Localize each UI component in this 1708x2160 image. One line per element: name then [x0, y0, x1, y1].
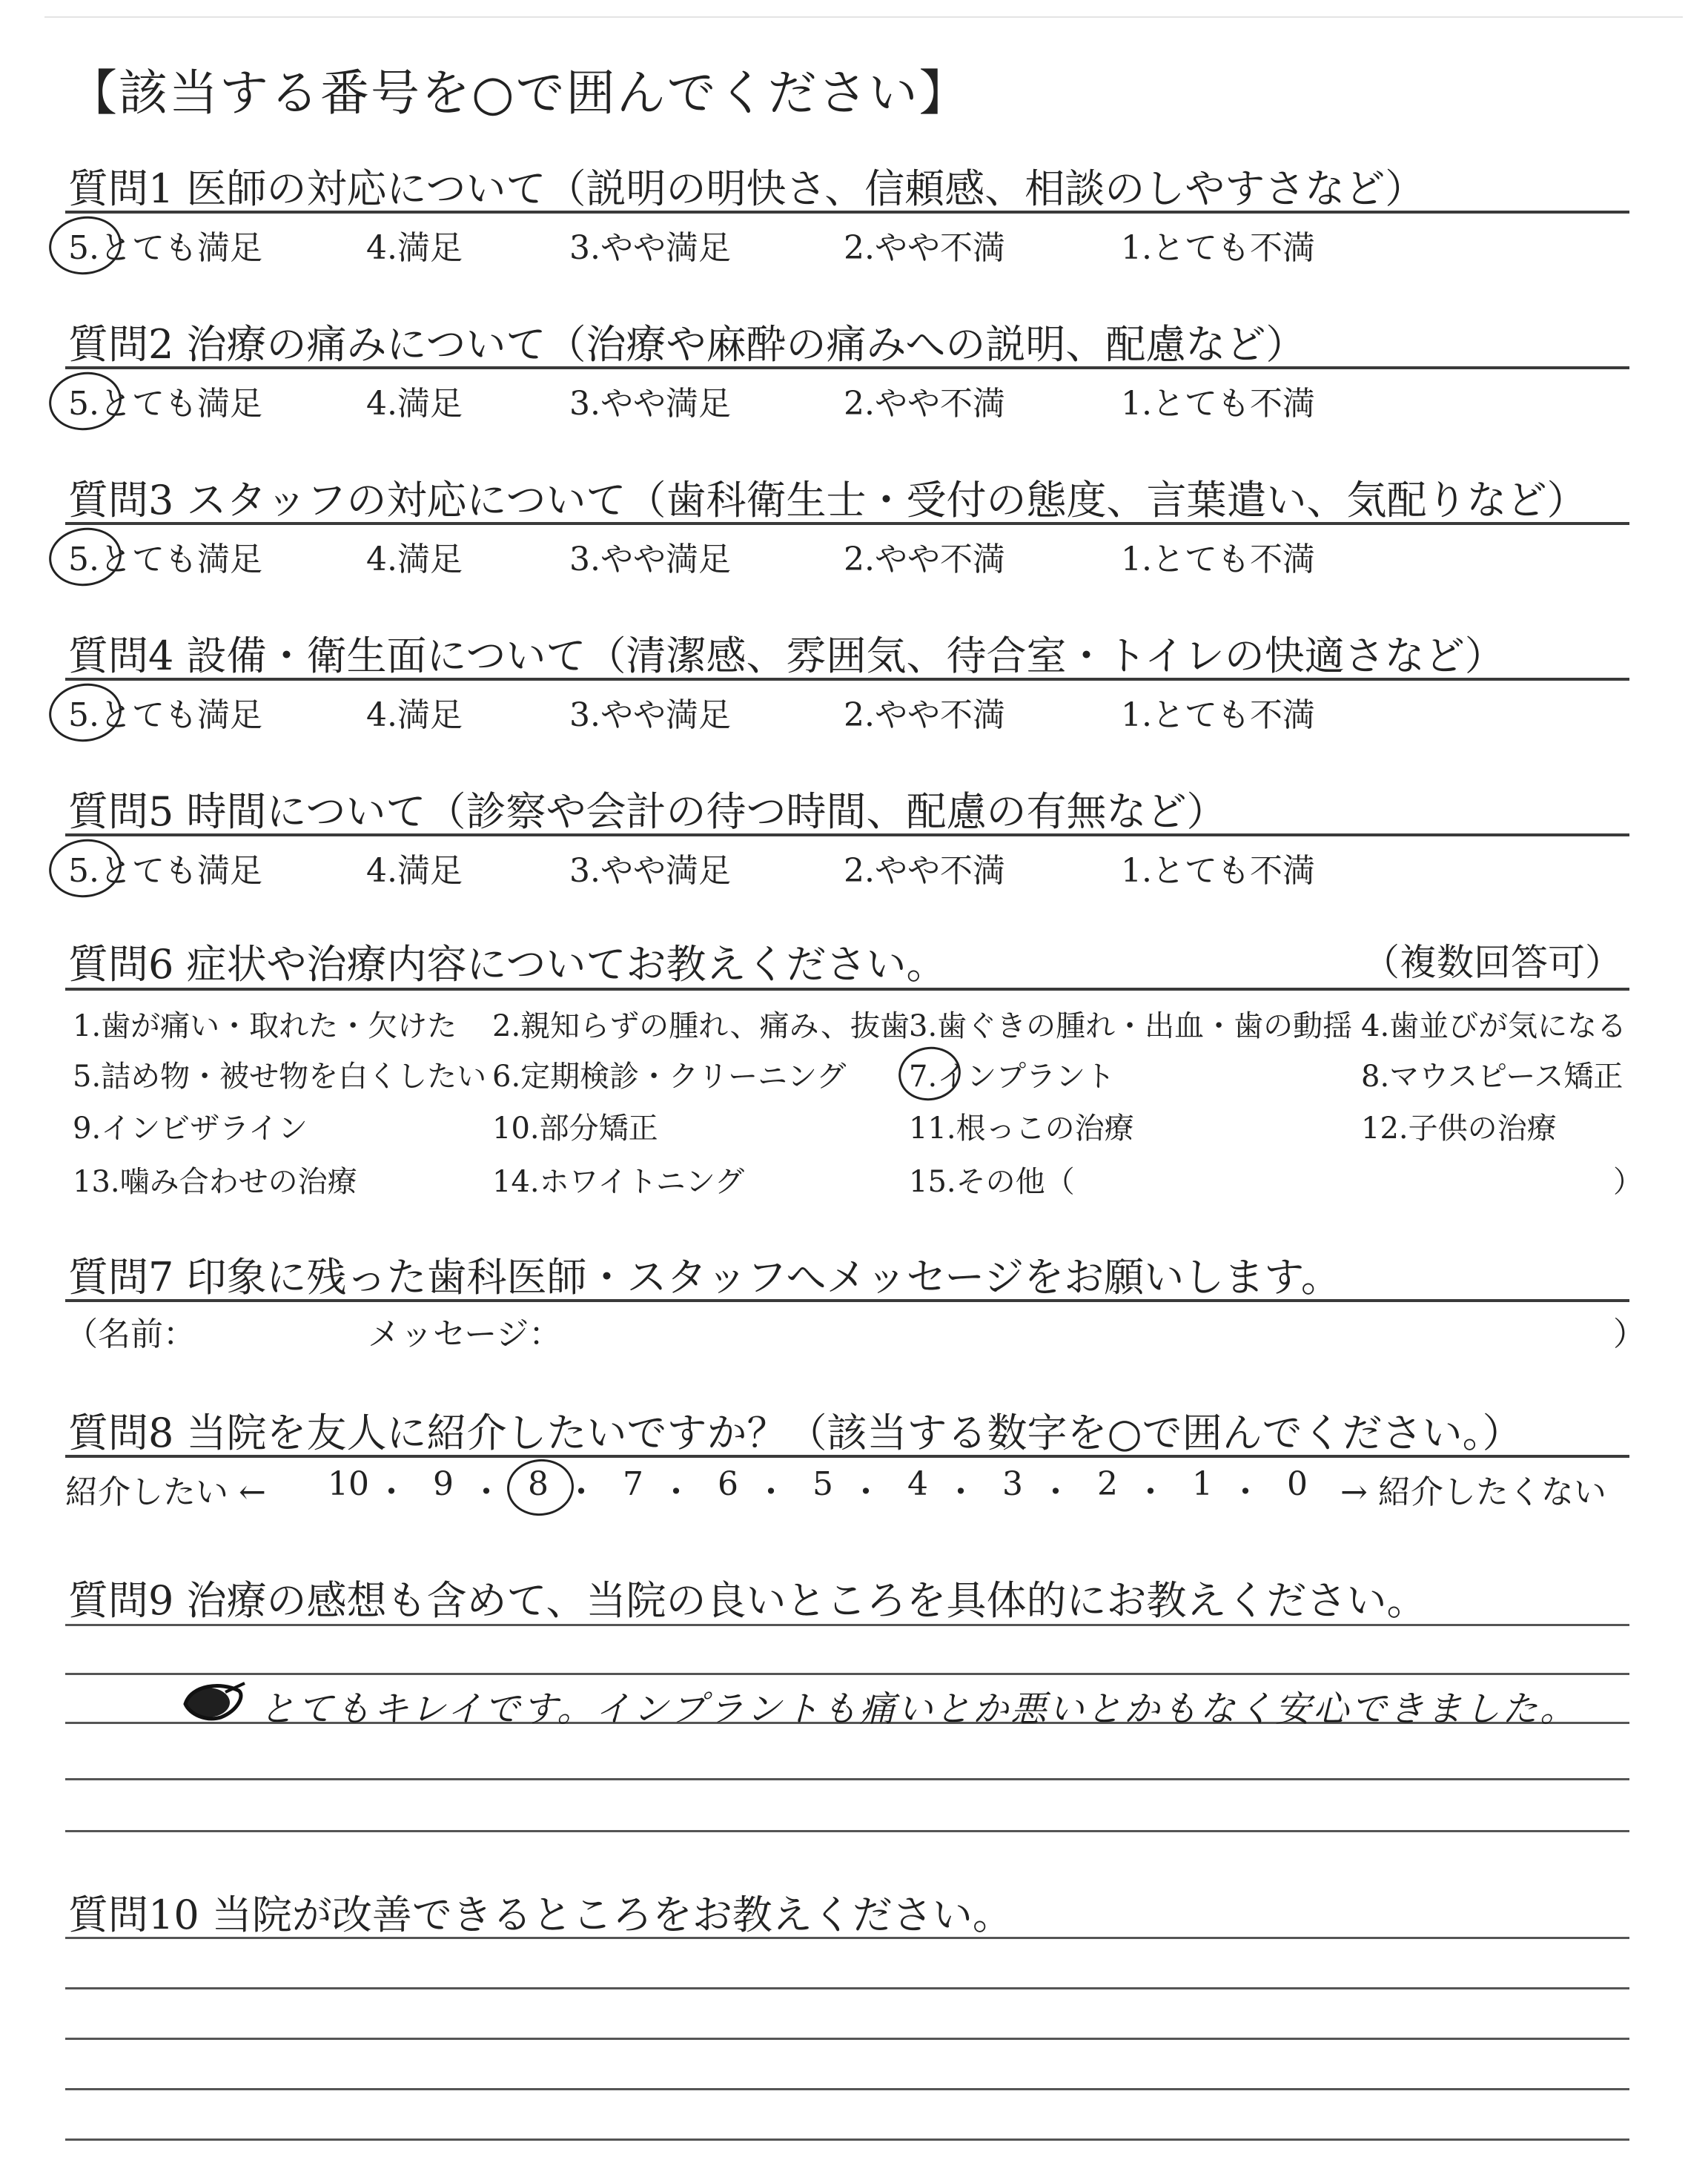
- q3-rule: [65, 522, 1629, 525]
- q6-option-12[interactable]: 12.子供の治療: [1361, 1112, 1557, 1146]
- q8-left-label: 紹介したい ←: [65, 1473, 266, 1511]
- q6-option-11[interactable]: 11.根っこの治療: [909, 1112, 1134, 1146]
- q10-line-1: [65, 1937, 1629, 1939]
- q8-scale-1[interactable]: 1: [1192, 1465, 1213, 1503]
- q6-option-2[interactable]: 2.親知らずの腫れ、痛み、抜歯: [492, 1009, 910, 1043]
- q6-option-1[interactable]: 1.歯が痛い・取れた・欠けた: [73, 1009, 457, 1043]
- q8-scale-4[interactable]: 4: [907, 1465, 928, 1503]
- q1-option-3[interactable]: 3.やや満足: [569, 229, 731, 267]
- q7-close-paren: ）: [1613, 1315, 1646, 1353]
- q4-rule: [65, 678, 1629, 681]
- q2-option-3[interactable]: 3.やや満足: [569, 385, 731, 423]
- q8-scale-separator: ・: [660, 1473, 692, 1511]
- q5-option-1[interactable]: 1.とても不満: [1121, 852, 1315, 890]
- q7-name-label: （名前：: [65, 1315, 196, 1353]
- q3-title: 質問3 スタッフの対応について（歯科衛生士・受付の態度、言葉遣い、気配りなど）: [68, 477, 1587, 524]
- q5-option-5[interactable]: 5.とても満足: [68, 852, 262, 890]
- q6-option-15[interactable]: 15.その他（: [909, 1165, 1075, 1199]
- q9-line-1: [65, 1624, 1629, 1626]
- q6-option-8[interactable]: 8.マウスピース矯正: [1361, 1060, 1623, 1094]
- q8-scale-3[interactable]: 3: [1002, 1465, 1023, 1503]
- q8-right-label: → 紹介したくない: [1340, 1473, 1606, 1511]
- q8-scale-8[interactable]: 8: [528, 1465, 549, 1503]
- q8-scale-7[interactable]: 7: [623, 1465, 643, 1503]
- q8-scale-2[interactable]: 2: [1097, 1465, 1118, 1503]
- q5-option-4[interactable]: 4.満足: [366, 852, 463, 890]
- q6-option-7[interactable]: 7.インプラント: [909, 1060, 1116, 1094]
- q2-option-5[interactable]: 5.とても満足: [68, 385, 262, 423]
- q3-option-2[interactable]: 2.やや不満: [844, 541, 1005, 578]
- q4-option-2[interactable]: 2.やや不満: [844, 696, 1005, 734]
- q10-line-5: [65, 2138, 1629, 2141]
- q7-title: 質問7 印象に残った歯科医師・スタッフへメッセージをお願いします。: [68, 1254, 1341, 1301]
- q7-message-label: メッセージ：: [368, 1315, 562, 1353]
- q6-option-4[interactable]: 4.歯並びが気になる: [1361, 1009, 1627, 1043]
- q8-scale-separator: ・: [1229, 1473, 1262, 1511]
- q2-title: 質問2 治療の痛みについて（治療や麻酔の痛みへの説明、配慮など）: [68, 321, 1306, 368]
- q9-line-2: [65, 1673, 1629, 1675]
- q3-option-4[interactable]: 4.満足: [366, 541, 463, 578]
- q1-option-5[interactable]: 5.とても満足: [68, 229, 262, 267]
- q3-option-5[interactable]: 5.とても満足: [68, 541, 262, 578]
- q8-scale-5[interactable]: 5: [812, 1465, 833, 1503]
- q5-option-3[interactable]: 3.やや満足: [569, 852, 731, 890]
- q6-option-14[interactable]: 14.ホワイトニング: [492, 1165, 745, 1199]
- q6-selection-circle: [894, 1042, 964, 1105]
- q9-line-4: [65, 1778, 1629, 1780]
- q3-option-3[interactable]: 3.やや満足: [569, 541, 731, 578]
- q8-scale-separator: ・: [850, 1473, 882, 1511]
- q2-rule: [65, 366, 1629, 369]
- q1-title: 質問1 医師の対応について（説明の明快さ、信頼感、相談のしやすさなど）: [68, 165, 1426, 212]
- q10-line-2: [65, 1987, 1629, 1989]
- q1-option-2[interactable]: 2.やや不満: [844, 229, 1005, 267]
- top-border: [44, 16, 1683, 18]
- q8-scale-separator: ・: [944, 1473, 977, 1511]
- q2-option-2[interactable]: 2.やや不満: [844, 385, 1005, 423]
- q4-option-1[interactable]: 1.とても不満: [1121, 696, 1315, 734]
- q8-scale-separator: ・: [375, 1473, 408, 1511]
- q4-option-5[interactable]: 5.とても満足: [68, 696, 262, 734]
- q6-note: （複数回答可）: [1363, 941, 1622, 984]
- q5-rule: [65, 833, 1629, 836]
- q8-rule: [65, 1455, 1629, 1458]
- q1-option-1[interactable]: 1.とても不満: [1121, 229, 1315, 267]
- q3-option-1[interactable]: 1.とても不満: [1121, 541, 1315, 578]
- q6-option-6[interactable]: 6.定期検診・クリーニング: [492, 1060, 847, 1094]
- q5-option-2[interactable]: 2.やや不満: [844, 852, 1005, 890]
- q4-option-4[interactable]: 4.満足: [366, 696, 463, 734]
- q9-answer: とてもキレイです。インプラントも痛いとか悪いとかもなく安心できました。: [259, 1688, 1578, 1730]
- q8-scale-separator: ・: [1134, 1473, 1167, 1511]
- q10-line-3: [65, 2038, 1629, 2040]
- q8-scale-0[interactable]: 0: [1287, 1465, 1308, 1503]
- q10-line-4: [65, 2088, 1629, 2090]
- q9-title: 質問9 治療の感想も含めて、当院の良いところを具体的にお教えください。: [68, 1577, 1427, 1624]
- q1-rule: [65, 211, 1629, 214]
- q5-title: 質問5 時間について（診察や会計の待つ時間、配慮の有無など）: [68, 788, 1227, 835]
- q8-title: 質問8 当院を友人に紹介したいですか？（該当する数字を○で囲んでください。）: [68, 1410, 1523, 1456]
- form-heading: 【該当する番号を○で囲んでください】: [68, 65, 970, 122]
- q6-option-5[interactable]: 5.詰め物・被せ物を白くしたい: [73, 1060, 487, 1094]
- q8-scale-separator: ・: [470, 1473, 503, 1511]
- q6-option-9[interactable]: 9.インビザライン: [73, 1112, 308, 1146]
- q9-line-5: [65, 1830, 1629, 1832]
- q8-scale-6[interactable]: 6: [718, 1465, 738, 1503]
- q6-title: 質問6 症状や治療内容についてお教えください。: [68, 941, 947, 988]
- q6-option-13[interactable]: 13.噛み合わせの治療: [73, 1165, 357, 1199]
- q6-close-paren: ）: [1613, 1165, 1643, 1199]
- q4-title: 質問4 設備・衛生面について（清潔感、雰囲気、待合室・トイレの快適さなど）: [68, 633, 1505, 679]
- q2-option-1[interactable]: 1.とても不満: [1121, 385, 1315, 423]
- q8-scale-10[interactable]: 10: [328, 1465, 369, 1503]
- q6-rule: [65, 988, 1629, 991]
- q1-option-4[interactable]: 4.満足: [366, 229, 463, 267]
- q8-scale-separator: ・: [565, 1473, 598, 1511]
- q4-option-3[interactable]: 3.やや満足: [569, 696, 731, 734]
- q6-option-3[interactable]: 3.歯ぐきの腫れ・出血・歯の動揺: [909, 1009, 1353, 1043]
- q6-option-10[interactable]: 10.部分矯正: [492, 1112, 658, 1146]
- q10-title: 質問10 当院が改善できるところをお教えください。: [68, 1892, 1013, 1938]
- q7-rule: [65, 1299, 1629, 1302]
- scribble-mark-icon: [176, 1677, 251, 1723]
- q2-option-4[interactable]: 4.満足: [366, 385, 463, 423]
- q8-scale-9[interactable]: 9: [433, 1465, 454, 1503]
- q8-scale-separator: ・: [1039, 1473, 1072, 1511]
- q8-scale-separator: ・: [755, 1473, 787, 1511]
